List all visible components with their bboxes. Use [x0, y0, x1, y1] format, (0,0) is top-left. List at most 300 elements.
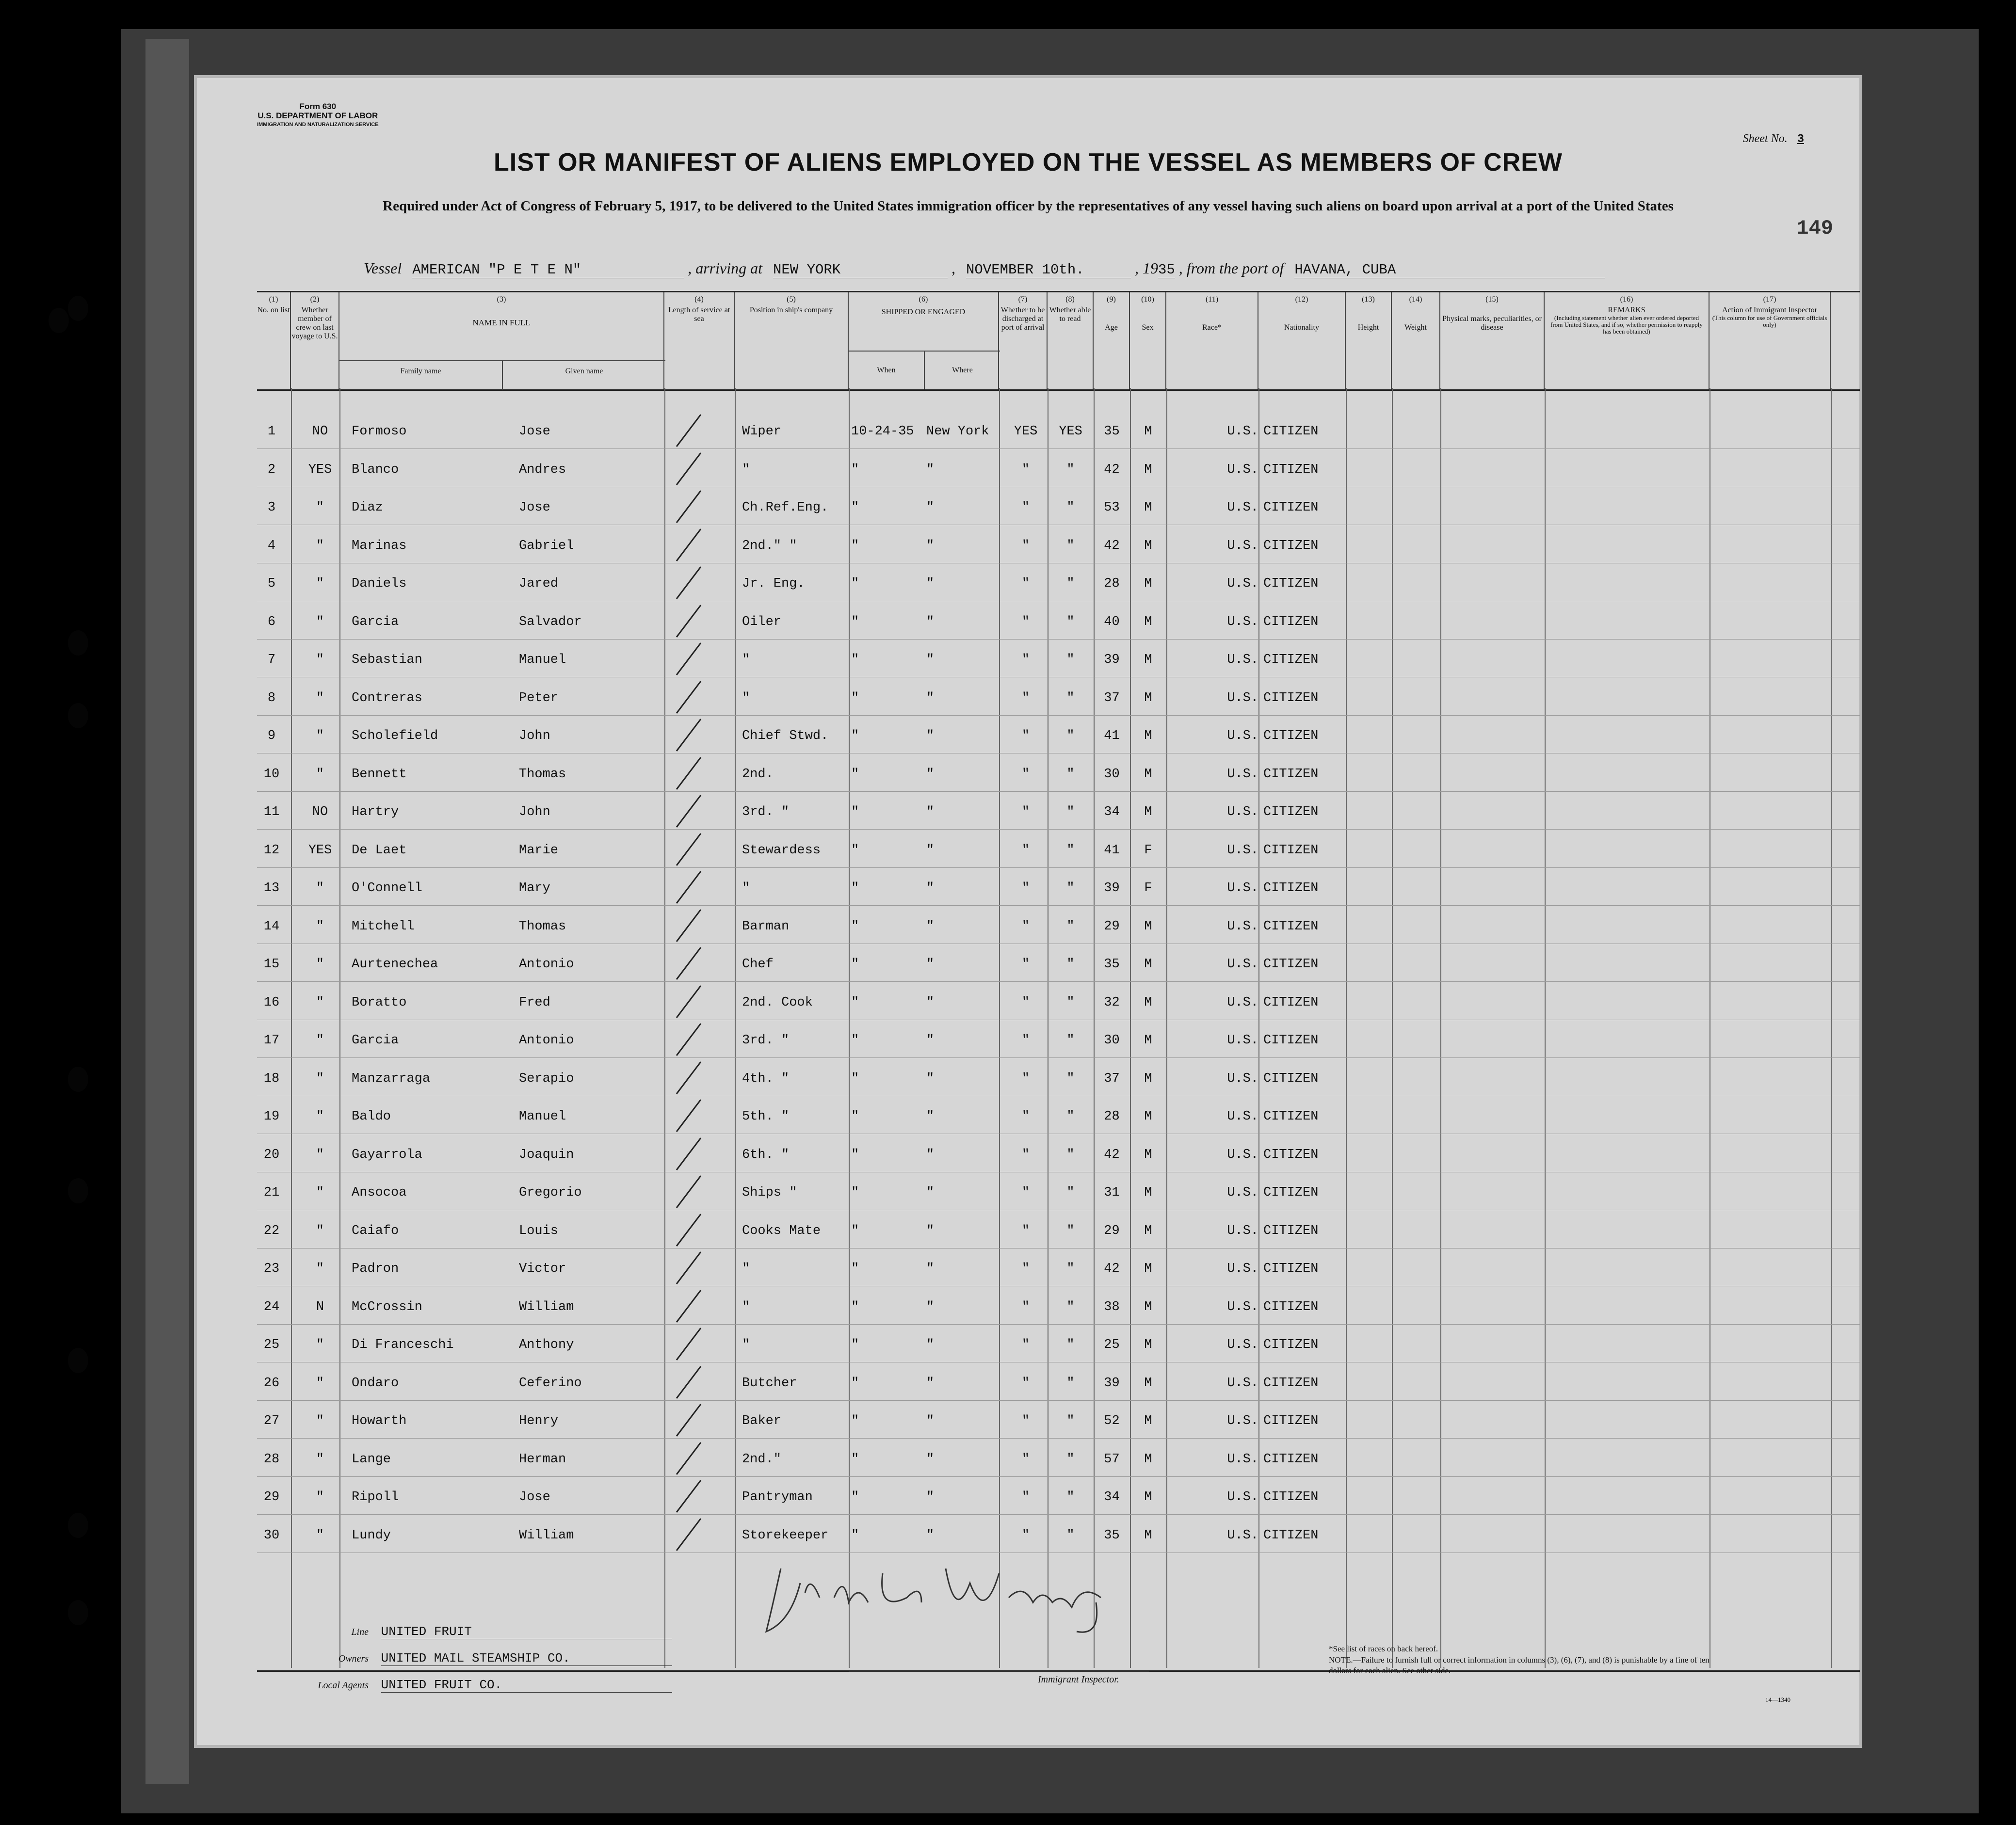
- position-cell: ": [742, 690, 750, 705]
- row-number: 16: [263, 995, 280, 1010]
- age-cell: 37: [1104, 690, 1120, 705]
- family-name-cell: Padron: [352, 1262, 399, 1276]
- nationality-cell: CITIZEN: [1263, 1185, 1319, 1200]
- table-row: [257, 1185, 1857, 1223]
- previous-voyage-cell: ": [316, 614, 324, 629]
- table-row: [257, 653, 1857, 690]
- position-cell: ": [742, 1299, 750, 1314]
- shipped-when-cell: ": [851, 843, 859, 858]
- stamped-number: 149: [1796, 217, 1833, 240]
- col-header-16: (16) REMARKS (Including statement whether alien ever ordered deported from United States, and if so, whether permission to reapply has been obtained): [1545, 292, 1710, 389]
- position-cell: ": [742, 881, 750, 896]
- family-name-cell: O'Connell: [352, 881, 422, 896]
- service-tick-mark: [674, 1099, 703, 1133]
- col-header-7: (7) Whether to be discharged at port of arrival: [999, 292, 1048, 389]
- age-cell: 28: [1104, 1109, 1120, 1124]
- discharged-cell: ": [1021, 1033, 1030, 1048]
- inspector-line: [849, 1671, 1149, 1672]
- given-name-cell: Mary: [519, 881, 550, 896]
- position-cell: Pantryman: [742, 1490, 813, 1505]
- able-to-read-cell: ": [1066, 957, 1075, 972]
- discharged-cell: ": [1021, 1109, 1030, 1124]
- race-cell: U.S.: [1227, 1109, 1258, 1124]
- able-to-read-cell: YES: [1059, 424, 1082, 439]
- family-name-cell: Boratto: [352, 995, 407, 1010]
- sex-cell: M: [1144, 1376, 1152, 1391]
- nationality-cell: CITIZEN: [1263, 1071, 1319, 1086]
- punch-hole: [68, 1600, 88, 1625]
- age-cell: 37: [1104, 1071, 1120, 1086]
- race-cell: U.S.: [1227, 805, 1258, 819]
- race-cell: U.S.: [1227, 462, 1258, 477]
- sex-cell: M: [1144, 919, 1152, 934]
- able-to-read-cell: ": [1066, 1071, 1075, 1086]
- race-cell: U.S.: [1227, 690, 1258, 705]
- service-tick-mark: [674, 642, 703, 676]
- owners-value: UNITED MAIL STEAMSHIP CO.: [381, 1651, 672, 1666]
- age-cell: 42: [1104, 462, 1120, 477]
- punch-hole: [68, 1067, 88, 1092]
- race-cell: U.S.: [1227, 1452, 1258, 1467]
- discharged-cell: ": [1021, 576, 1030, 591]
- page-title: LIST OR MANIFEST OF ALIENS EMPLOYED ON THE VESSEL AS MEMBERS OF CREW: [494, 148, 1563, 176]
- family-name-cell: Scholefield: [352, 729, 438, 743]
- discharged-cell: ": [1021, 1376, 1030, 1391]
- form-header: [257, 102, 379, 129]
- from-label: , from the port of: [1178, 259, 1284, 277]
- vessel-name: AMERICAN "P E T E N": [412, 262, 684, 278]
- previous-voyage-cell: ": [316, 1490, 324, 1505]
- sex-cell: M: [1144, 995, 1152, 1010]
- shipped-when-cell: ": [851, 1528, 859, 1543]
- age-cell: 34: [1104, 1490, 1120, 1505]
- previous-voyage-cell: ": [316, 881, 324, 896]
- row-rule: [257, 1400, 1860, 1401]
- race-cell: U.S.: [1227, 919, 1258, 934]
- family-name-cell: Daniels: [352, 576, 407, 591]
- table-row: [257, 1338, 1857, 1376]
- shipped-where-cell: ": [926, 538, 935, 553]
- service-tick-mark: [674, 1251, 703, 1285]
- sheet-number-field: [1743, 132, 1804, 146]
- family-name-cell: Ondaro: [352, 1376, 399, 1391]
- table-row: [257, 767, 1857, 805]
- shipped-where-cell: ": [926, 1414, 935, 1428]
- row-rule: [257, 905, 1860, 906]
- sex-cell: F: [1144, 881, 1152, 896]
- row-number: 18: [263, 1071, 280, 1086]
- table-row: [257, 615, 1857, 653]
- previous-voyage-cell: ": [316, 1071, 324, 1086]
- race-cell: U.S.: [1227, 1071, 1258, 1086]
- shipped-where-cell: ": [926, 843, 935, 858]
- given-name-cell: Gregorio: [519, 1185, 582, 1200]
- given-name-cell: Henry: [519, 1414, 559, 1428]
- family-name-cell: Manzarraga: [352, 1071, 431, 1086]
- owners-field: [286, 1651, 672, 1666]
- inspector-label: Immigrant Inspector.: [1038, 1674, 1119, 1685]
- col-header-9: (9) Age: [1094, 292, 1130, 389]
- able-to-read-cell: ": [1066, 1223, 1075, 1238]
- row-rule: [257, 1324, 1860, 1325]
- previous-voyage-cell: NO: [312, 805, 328, 819]
- row-number: 25: [263, 1338, 280, 1352]
- row-number: 23: [263, 1262, 280, 1276]
- col-header-8: (8) Whether able to read: [1048, 292, 1094, 389]
- discharged-cell: ": [1021, 957, 1030, 972]
- binding-stub: [145, 39, 189, 1784]
- discharged-cell: ": [1021, 462, 1030, 477]
- position-cell: Stewardess: [742, 843, 821, 858]
- discharged-cell: ": [1021, 1185, 1030, 1200]
- table-row: [257, 424, 1857, 462]
- discharged-cell: ": [1021, 1299, 1030, 1314]
- table-row: [257, 995, 1857, 1033]
- family-name-cell: Blanco: [352, 462, 399, 477]
- row-number: 12: [263, 843, 280, 858]
- given-name-cell: John: [519, 729, 550, 743]
- row-number: 9: [267, 729, 276, 743]
- sex-cell: M: [1144, 1071, 1152, 1086]
- given-name-cell: Gabriel: [519, 538, 574, 553]
- discharged-cell: ": [1021, 1262, 1030, 1276]
- race-cell: U.S.: [1227, 424, 1258, 439]
- shipped-when-cell: ": [851, 1490, 859, 1505]
- col-header-1: (1) No. on list: [257, 292, 291, 389]
- sex-cell: M: [1144, 1147, 1152, 1162]
- age-cell: 31: [1104, 1185, 1120, 1200]
- service-tick-mark: [674, 909, 703, 943]
- shipped-when-cell: ": [851, 653, 859, 667]
- shipped-when-cell: ": [851, 500, 859, 515]
- given-name-cell: Fred: [519, 995, 550, 1010]
- nationality-cell: CITIZEN: [1263, 576, 1319, 591]
- sex-cell: M: [1144, 767, 1152, 782]
- nationality-cell: CITIZEN: [1263, 1414, 1319, 1428]
- table-row: [257, 1224, 1857, 1262]
- table-row: [257, 576, 1857, 614]
- previous-voyage-cell: ": [316, 538, 324, 553]
- discharged-cell: ": [1021, 805, 1030, 819]
- position-cell: Baker: [742, 1414, 782, 1428]
- column-header: [257, 291, 1860, 391]
- previous-voyage-cell: ": [316, 1109, 324, 1124]
- age-cell: 29: [1104, 919, 1120, 934]
- table-row: [257, 729, 1857, 767]
- row-number: 19: [263, 1109, 280, 1124]
- family-name-cell: Formoso: [352, 424, 407, 439]
- previous-voyage-cell: ": [316, 1185, 324, 1200]
- able-to-read-cell: ": [1066, 1262, 1075, 1276]
- race-cell: U.S.: [1227, 1262, 1258, 1276]
- arriving-label: , arriving at: [688, 259, 762, 277]
- able-to-read-cell: ": [1066, 995, 1075, 1010]
- form-number: Form 630: [299, 102, 337, 111]
- nationality-cell: CITIZEN: [1263, 767, 1319, 782]
- age-cell: 35: [1104, 424, 1120, 439]
- discharged-cell: ": [1021, 1223, 1030, 1238]
- nationality-cell: CITIZEN: [1263, 1033, 1319, 1048]
- punch-hole: [68, 1513, 88, 1538]
- inspector-signature: [761, 1554, 1130, 1641]
- shipped-when-cell: ": [851, 1033, 859, 1048]
- punch-hole: [68, 296, 88, 321]
- sex-cell: M: [1144, 576, 1152, 591]
- row-number: 27: [263, 1414, 280, 1428]
- row-number: 7: [267, 653, 276, 667]
- previous-voyage-cell: ": [316, 995, 324, 1010]
- discharged-cell: ": [1021, 995, 1030, 1010]
- race-cell: U.S.: [1227, 1490, 1258, 1505]
- race-cell: U.S.: [1227, 1338, 1258, 1352]
- shipped-where-cell: ": [926, 1185, 935, 1200]
- service-tick-mark: [674, 1327, 703, 1361]
- year-prefix: , 19: [1134, 259, 1158, 277]
- shipped-where-cell: New York: [926, 424, 989, 439]
- sex-cell: M: [1144, 1414, 1152, 1428]
- service-tick-mark: [674, 1061, 703, 1095]
- previous-voyage-cell: N: [316, 1299, 324, 1314]
- given-name-cell: Antonio: [519, 1033, 574, 1048]
- manifest-page: [194, 75, 1862, 1748]
- race-cell: U.S.: [1227, 957, 1258, 972]
- able-to-read-cell: ": [1066, 614, 1075, 629]
- nationality-cell: CITIZEN: [1263, 1109, 1319, 1124]
- nationality-cell: CITIZEN: [1263, 690, 1319, 705]
- table-row: [257, 1452, 1857, 1490]
- owners-label: Owners: [338, 1653, 369, 1664]
- shipped-where-cell: ": [926, 729, 935, 743]
- sex-cell: M: [1144, 1185, 1152, 1200]
- service-tick-mark: [674, 566, 703, 600]
- nationality-cell: CITIZEN: [1263, 995, 1319, 1010]
- table-row: [257, 539, 1857, 576]
- age-cell: 34: [1104, 805, 1120, 819]
- nationality-cell: CITIZEN: [1263, 653, 1319, 667]
- service-tick-mark: [674, 756, 703, 790]
- sex-cell: M: [1144, 614, 1152, 629]
- nationality-cell: CITIZEN: [1263, 462, 1319, 477]
- able-to-read-cell: ": [1066, 1528, 1075, 1543]
- row-number: 21: [263, 1185, 280, 1200]
- table-row: [257, 843, 1857, 881]
- row-rule: [257, 1248, 1860, 1249]
- service-tick-mark: [674, 1441, 703, 1475]
- sex-cell: M: [1144, 424, 1152, 439]
- family-name-cell: De Laet: [352, 843, 407, 858]
- able-to-read-cell: ": [1066, 919, 1075, 934]
- able-to-read-cell: ": [1066, 805, 1075, 819]
- family-name-cell: Ansocoa: [352, 1185, 407, 1200]
- position-cell: 5th. ": [742, 1109, 790, 1124]
- shipped-where-cell: ": [926, 1262, 935, 1276]
- position-cell: 2nd. Cook: [742, 995, 813, 1010]
- position-cell: 3rd. ": [742, 805, 790, 819]
- previous-voyage-cell: ": [316, 729, 324, 743]
- shipped-where-cell: ": [926, 653, 935, 667]
- race-cell: U.S.: [1227, 538, 1258, 553]
- nationality-cell: CITIZEN: [1263, 614, 1319, 629]
- service-tick-mark: [674, 870, 703, 904]
- row-number: 5: [267, 576, 276, 591]
- sex-cell: M: [1144, 1223, 1152, 1238]
- discharged-cell: ": [1021, 1147, 1030, 1162]
- previous-voyage-cell: ": [316, 1033, 324, 1048]
- family-name-cell: Ripoll: [352, 1490, 399, 1505]
- previous-voyage-cell: ": [316, 1147, 324, 1162]
- age-cell: 30: [1104, 767, 1120, 782]
- shipped-when-cell: ": [851, 1299, 859, 1314]
- vessel-line: Vessel AMERICAN "P E T E N" , arriving at NEW YORK , NOVEMBER 10th. , 1935 , from the port of HAVANA, CUBA: [364, 259, 1605, 278]
- row-rule: [257, 981, 1860, 982]
- family-name-cell: Lange: [352, 1452, 391, 1467]
- position-cell: 3rd. ": [742, 1033, 790, 1048]
- previous-voyage-cell: ": [316, 500, 324, 515]
- agents-label: Local Agents: [318, 1680, 369, 1691]
- row-number: 17: [263, 1033, 280, 1048]
- table-row: [257, 1262, 1857, 1299]
- age-cell: 57: [1104, 1452, 1120, 1467]
- nationality-cell: CITIZEN: [1263, 1338, 1319, 1352]
- able-to-read-cell: ": [1066, 500, 1075, 515]
- vessel-label: Vessel: [364, 259, 402, 277]
- table-row: [257, 691, 1857, 729]
- table-row: [257, 1072, 1857, 1109]
- shipped-where-cell: ": [926, 767, 935, 782]
- age-cell: 35: [1104, 1528, 1120, 1543]
- shipped-when-cell: ": [851, 1376, 859, 1391]
- previous-voyage-cell: ": [316, 1414, 324, 1428]
- shipped-where-cell: ": [926, 1223, 935, 1238]
- nationality-cell: CITIZEN: [1263, 538, 1319, 553]
- shipped-when-cell: ": [851, 1147, 859, 1162]
- punch-hole: [68, 1178, 88, 1203]
- position-cell: Oiler: [742, 614, 782, 629]
- able-to-read-cell: ": [1066, 576, 1075, 591]
- able-to-read-cell: ": [1066, 1109, 1075, 1124]
- col-header-6: (6) SHIPPED OR ENGAGED When Where: [849, 292, 999, 389]
- family-name-cell: Hartry: [352, 805, 399, 819]
- sex-cell: M: [1144, 729, 1152, 743]
- shipped-when-cell: ": [851, 1262, 859, 1276]
- given-name-cell: William: [519, 1528, 574, 1543]
- previous-voyage-cell: YES: [308, 843, 332, 858]
- sex-cell: M: [1144, 1262, 1152, 1276]
- race-cell: U.S.: [1227, 767, 1258, 782]
- service-tick-mark: [674, 452, 703, 486]
- table-row: [257, 957, 1857, 995]
- col-header-5: (5) Position in ship's company: [735, 292, 849, 389]
- nationality-cell: CITIZEN: [1263, 881, 1319, 896]
- shipped-when-cell: ": [851, 462, 859, 477]
- previous-voyage-cell: ": [316, 1223, 324, 1238]
- row-rule: [257, 1438, 1860, 1439]
- agents-value: UNITED FRUIT CO.: [381, 1678, 672, 1693]
- race-cell: U.S.: [1227, 1185, 1258, 1200]
- race-cell: U.S.: [1227, 1299, 1258, 1314]
- able-to-read-cell: ": [1066, 1414, 1075, 1428]
- col-header-15: (15) Physical marks, peculiarities, or disease: [1440, 292, 1545, 389]
- age-cell: 25: [1104, 1338, 1120, 1352]
- table-row: [257, 1414, 1857, 1452]
- previous-voyage-cell: NO: [312, 424, 328, 439]
- position-cell: Barman: [742, 919, 790, 934]
- shipped-when-cell: ": [851, 690, 859, 705]
- col-header-3: (3) NAME IN FULL Family name Given name: [339, 292, 664, 389]
- sex-cell: M: [1144, 1299, 1152, 1314]
- crew-list: [257, 424, 1857, 1665]
- service-tick-mark: [674, 528, 703, 562]
- row-number: 3: [267, 500, 276, 515]
- shipped-where-cell: ": [926, 462, 935, 477]
- row-number: 8: [267, 690, 276, 705]
- shipped-where-cell: ": [926, 1109, 935, 1124]
- family-name-cell: Baldo: [352, 1109, 391, 1124]
- previous-voyage-cell: ": [316, 1528, 324, 1543]
- nationality-cell: CITIZEN: [1263, 805, 1319, 819]
- row-number: 29: [263, 1490, 280, 1505]
- position-cell: ": [742, 462, 750, 477]
- nationality-cell: CITIZEN: [1263, 1376, 1319, 1391]
- department-name: U.S. DEPARTMENT OF LABOR: [258, 111, 378, 120]
- row-number: 2: [267, 462, 276, 477]
- punch-hole: [48, 308, 69, 333]
- given-name-cell: Peter: [519, 690, 559, 705]
- sex-cell: M: [1144, 653, 1152, 667]
- given-name-cell: John: [519, 805, 550, 819]
- race-cell: U.S.: [1227, 729, 1258, 743]
- position-cell: ": [742, 653, 750, 667]
- discharged-cell: ": [1021, 690, 1030, 705]
- previous-voyage-cell: ": [316, 653, 324, 667]
- previous-voyage-cell: ": [316, 576, 324, 591]
- age-cell: 35: [1104, 957, 1120, 972]
- race-cell: U.S.: [1227, 1376, 1258, 1391]
- discharged-cell: ": [1021, 1338, 1030, 1352]
- service-tick-mark: [674, 680, 703, 714]
- age-cell: 39: [1104, 1376, 1120, 1391]
- discharged-cell: ": [1021, 614, 1030, 629]
- service-tick-mark: [674, 794, 703, 828]
- age-cell: 28: [1104, 576, 1120, 591]
- shipped-when-cell: ": [851, 1223, 859, 1238]
- family-name-cell: McCrossin: [352, 1299, 422, 1314]
- family-name-cell: Lundy: [352, 1528, 391, 1543]
- agents-field: [286, 1678, 672, 1693]
- col-header-2: (2) Whether member of crew on last voyage to U.S.: [291, 292, 339, 389]
- print-code: 14—1340: [1765, 1696, 1790, 1703]
- position-cell: Wiper: [742, 424, 782, 439]
- row-rule: [257, 1476, 1860, 1477]
- given-name-cell: Jose: [519, 1490, 550, 1505]
- age-cell: 39: [1104, 881, 1120, 896]
- race-cell: U.S.: [1227, 1147, 1258, 1162]
- table-row: [257, 1109, 1857, 1147]
- sex-cell: M: [1144, 957, 1152, 972]
- race-cell: U.S.: [1227, 1223, 1258, 1238]
- age-cell: 42: [1104, 1147, 1120, 1162]
- discharged-cell: ": [1021, 919, 1030, 934]
- shipped-where-cell: ": [926, 500, 935, 515]
- sex-cell: F: [1144, 843, 1152, 858]
- age-cell: 39: [1104, 653, 1120, 667]
- race-cell: U.S.: [1227, 614, 1258, 629]
- table-row: [257, 500, 1857, 538]
- nationality-cell: CITIZEN: [1263, 843, 1319, 858]
- discharged-cell: ": [1021, 729, 1030, 743]
- table-row: [257, 919, 1857, 957]
- shipped-when-cell: ": [851, 1109, 859, 1124]
